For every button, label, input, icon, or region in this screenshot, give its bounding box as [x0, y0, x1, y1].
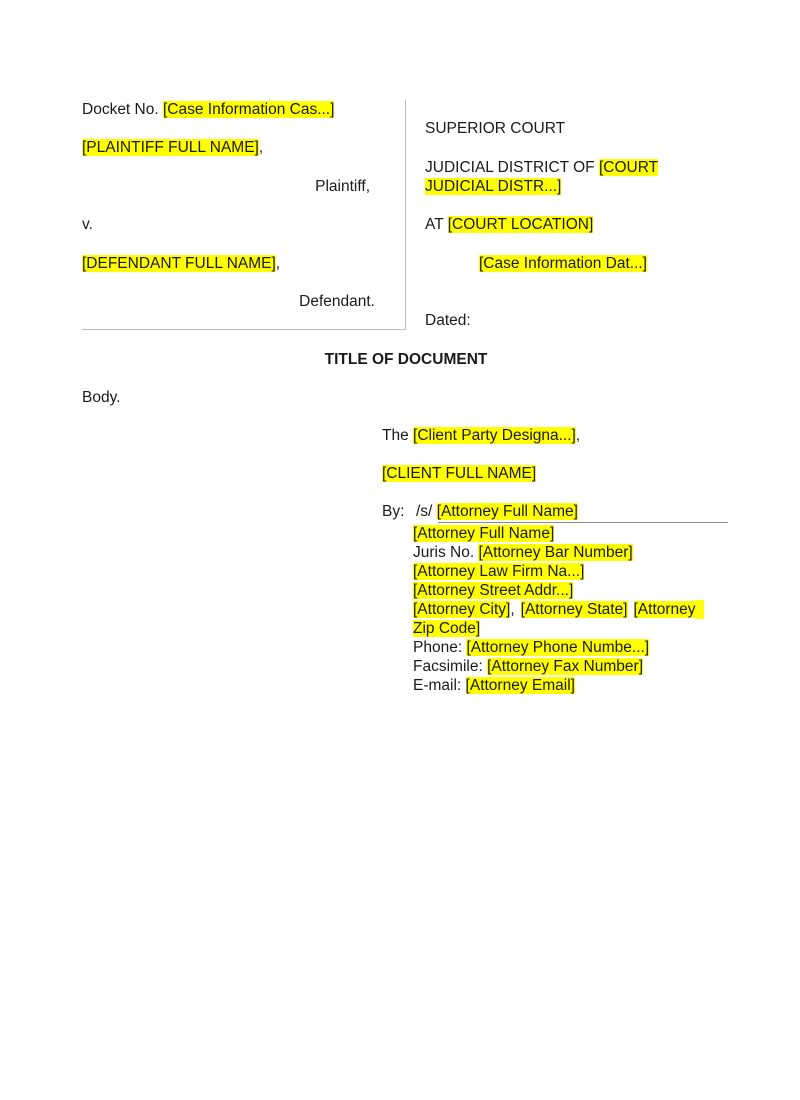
location-line [425, 215, 593, 234]
location-label: AT [425, 216, 444, 233]
district-field-part-1[interactable]: [COURT [598, 159, 659, 176]
attorney-signature-name-field[interactable]: [Attorney Full Name] [436, 503, 578, 520]
state-field[interactable]: [Attorney State] [520, 601, 628, 618]
email-line [413, 676, 575, 695]
district-line-2 [425, 177, 561, 196]
district-line-1 [425, 158, 658, 177]
attorney-name-field[interactable]: [Attorney Full Name] [413, 525, 555, 542]
client-party-comma: , [575, 427, 581, 444]
plaintiff-comma: , [258, 139, 264, 156]
defendant-line [82, 254, 280, 273]
defendant-comma: , [275, 255, 281, 272]
signature-line [416, 502, 578, 521]
email-label: E-mail: [413, 677, 462, 694]
docket-number-field[interactable]: [Case Information Cas...] [162, 101, 335, 118]
street-line [413, 581, 573, 600]
fax-label: Facsimile: [413, 658, 483, 675]
docket-label: Docket No. [82, 101, 159, 118]
the-label: The [382, 427, 409, 444]
docket-line [82, 100, 334, 119]
zip-line [413, 619, 480, 638]
dated-label: Dated: [425, 312, 471, 329]
client-party-line [382, 426, 580, 445]
court-name: SUPERIOR COURT [425, 120, 566, 137]
phone-field[interactable]: [Attorney Phone Numbe...] [466, 639, 650, 656]
client-party-field[interactable]: [Client Party Designa...] [413, 427, 576, 444]
phone-line [413, 638, 649, 657]
plaintiff-line [82, 138, 263, 157]
defendant-role: Defendant. [299, 293, 375, 310]
plaintiff-role: Plaintiff, [315, 178, 370, 195]
city-comma: , [510, 601, 515, 618]
by-line [382, 502, 404, 521]
email-field[interactable]: [Attorney Email] [465, 677, 575, 694]
juris-line [413, 543, 633, 562]
district-field-part-2[interactable]: JUDICIAL DISTR...] [425, 178, 562, 195]
juris-label: Juris No. [413, 544, 475, 561]
plaintiff-name-field[interactable]: [PLAINTIFF FULL NAME] [82, 139, 259, 156]
signature-underline [438, 522, 728, 523]
versus-label: v. [82, 216, 93, 233]
court-location-field[interactable]: [COURT LOCATION] [447, 216, 594, 233]
phone-label: Phone: [413, 639, 463, 656]
fax-line [413, 657, 643, 676]
zip-field-part-2[interactable]: Zip Code] [413, 620, 481, 637]
district-label: JUDICIAL DISTRICT OF [425, 159, 595, 176]
street-address-field[interactable]: [Attorney Street Addr...] [413, 582, 574, 599]
law-firm-field[interactable]: [Attorney Law Firm Na...] [413, 563, 585, 580]
fax-field[interactable]: [Attorney Fax Number] [487, 658, 643, 675]
signature-mark: /s/ [416, 503, 433, 520]
case-date-line [479, 254, 647, 273]
city-state-line [413, 600, 704, 619]
client-name-line [382, 464, 536, 483]
document-body: Body. [82, 389, 121, 406]
defendant-name-field[interactable]: [DEFENDANT FULL NAME] [82, 255, 276, 272]
document-title: TITLE OF DOCUMENT [324, 351, 488, 368]
by-label: By: [382, 503, 405, 520]
city-field[interactable]: [Attorney City] [413, 601, 511, 618]
case-date-field[interactable]: [Case Information Dat...] [479, 255, 647, 272]
attorney-name-line [413, 524, 554, 543]
caption-divider-vertical [405, 100, 406, 330]
client-name-field[interactable]: [CLIENT FULL NAME] [382, 465, 537, 482]
bar-number-field[interactable]: [Attorney Bar Number] [478, 544, 633, 561]
zip-field-part-1[interactable]: [Attorney [633, 601, 696, 618]
caption-divider-horizontal [82, 329, 405, 330]
firm-line [413, 562, 584, 581]
